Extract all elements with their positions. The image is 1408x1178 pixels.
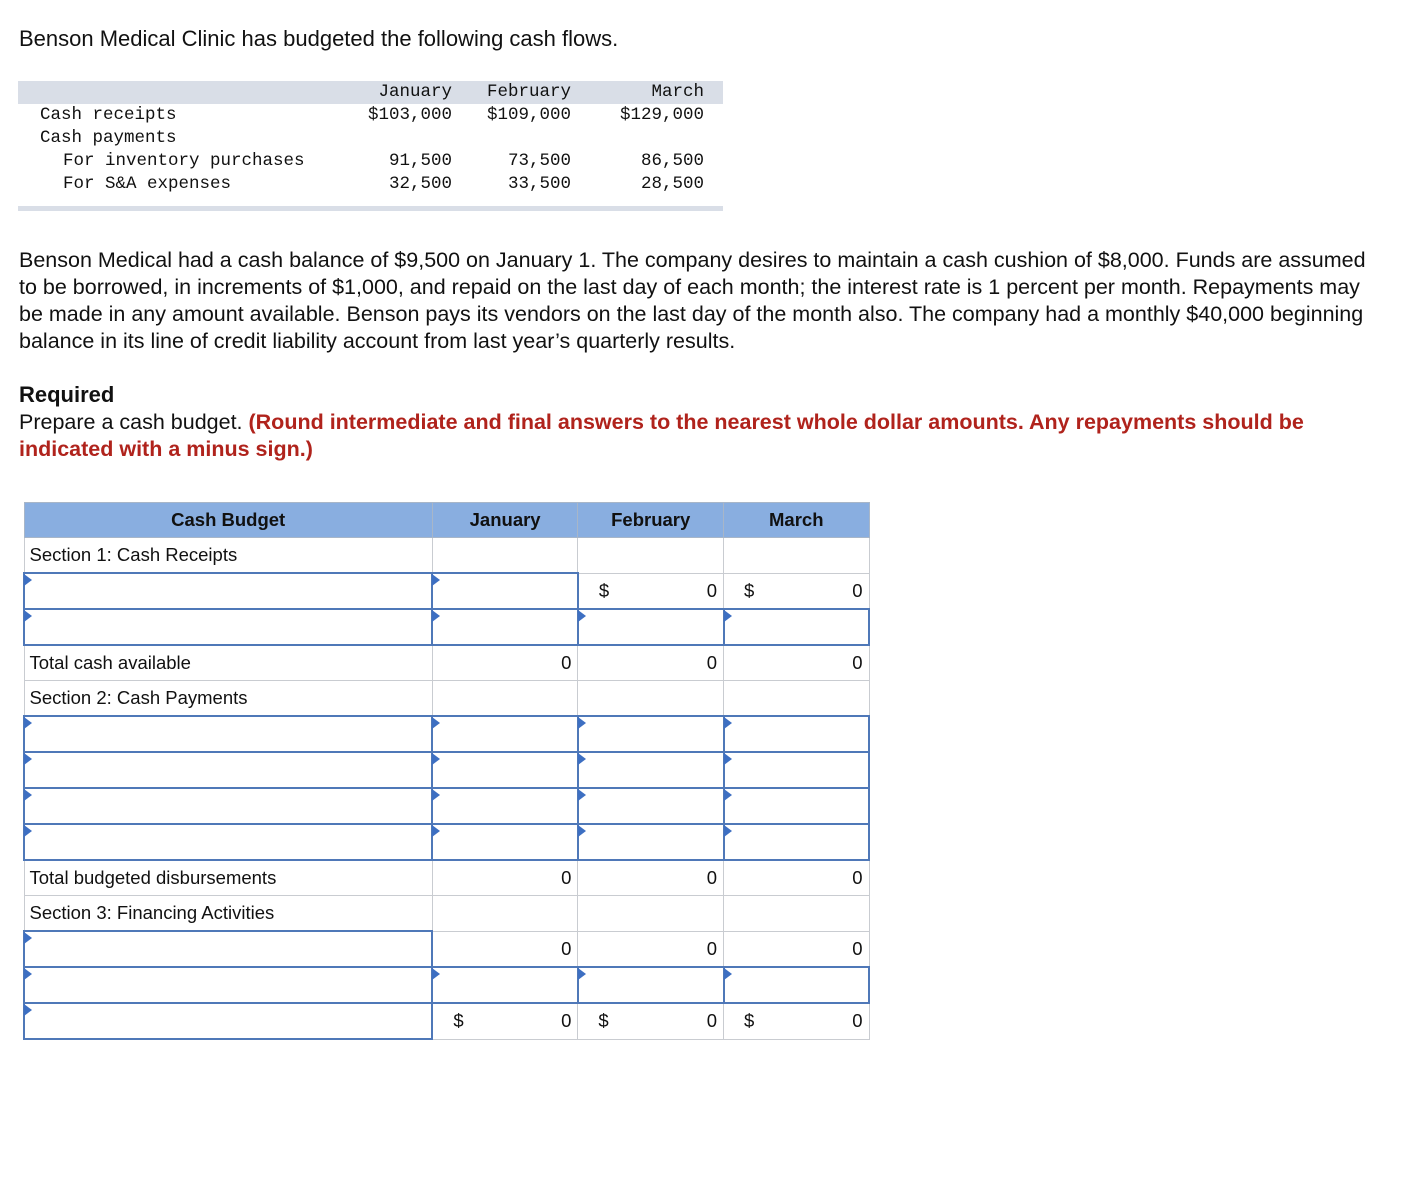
financing-row-2 xyxy=(24,967,869,1003)
payments-row-1 xyxy=(24,716,869,752)
given-label: Cash payments xyxy=(40,128,177,148)
given-cash-flows-table xyxy=(18,81,723,196)
given-value: 91,500 xyxy=(388,151,452,171)
computed-value: 0 xyxy=(852,1010,863,1032)
required-heading: Required xyxy=(19,382,115,407)
receipts-row-1 xyxy=(24,573,869,609)
given-row-inventory xyxy=(18,150,723,173)
currency-sign: $ xyxy=(453,1010,464,1032)
ending-january-cell xyxy=(432,1003,578,1039)
rounding-note: (Round intermediate and final answers to the nearest whole dollar amounts. Any repayments should be indicated with a minus sign.) xyxy=(19,410,1304,461)
given-label: Cash receipts xyxy=(40,105,177,125)
payment-february-input[interactable] xyxy=(578,752,724,788)
currency-sign: $ xyxy=(744,1010,755,1032)
receipts-row-2 xyxy=(24,609,869,645)
header-january: January xyxy=(432,503,578,538)
payment-march-input[interactable] xyxy=(724,824,869,860)
given-value: 28,500 xyxy=(640,174,704,194)
required-text xyxy=(19,409,1389,463)
payment-march-input[interactable] xyxy=(724,788,869,824)
given-row-cash-payments xyxy=(18,127,723,150)
given-value: 86,500 xyxy=(640,151,704,171)
receipt-january-input[interactable] xyxy=(432,609,578,645)
computed-value: 0 xyxy=(724,645,869,681)
computed-value: 0 xyxy=(578,931,724,967)
payment-january-input[interactable] xyxy=(432,788,578,824)
ending-march-cell xyxy=(724,1003,869,1039)
section2-label: Section 2: Cash Payments xyxy=(24,681,432,717)
currency-sign: $ xyxy=(598,1010,609,1032)
required-instruction: Prepare a cash budget. xyxy=(19,410,243,434)
payment-february-input[interactable] xyxy=(578,824,724,860)
payment-february-input[interactable] xyxy=(578,716,724,752)
computed-value: 0 xyxy=(432,931,578,967)
given-value: $103,000 xyxy=(367,105,452,125)
computed-value: 0 xyxy=(578,645,724,681)
payment-label-input[interactable] xyxy=(24,752,432,788)
section3-row xyxy=(24,896,869,932)
total-cash-available-label: Total cash available xyxy=(24,645,432,681)
payment-march-input[interactable] xyxy=(724,752,869,788)
computed-value: 0 xyxy=(706,579,718,601)
computed-value: 0 xyxy=(724,860,869,896)
computed-value: 0 xyxy=(432,645,578,681)
given-value: 33,500 xyxy=(507,174,571,194)
header-cash-budget: Cash Budget xyxy=(24,503,432,538)
payment-label-input[interactable] xyxy=(24,788,432,824)
receipt-label-input[interactable] xyxy=(24,609,432,645)
payment-march-input[interactable] xyxy=(724,716,869,752)
payment-january-input[interactable] xyxy=(432,716,578,752)
section3-label: Section 3: Financing Activities xyxy=(24,896,432,932)
computed-value: 0 xyxy=(432,860,578,896)
intro-text: Benson Medical Clinic has budgeted the following cash flows. xyxy=(19,26,619,51)
ending-february-cell xyxy=(578,1003,724,1039)
given-value: 32,500 xyxy=(388,174,452,194)
total-cash-available-row xyxy=(24,645,869,681)
computed-value: 0 xyxy=(852,579,863,601)
financing-january-input[interactable] xyxy=(432,967,578,1003)
payments-row-4 xyxy=(24,824,869,860)
table-bottom-rule xyxy=(18,206,723,211)
receipt-march-input[interactable] xyxy=(724,609,869,645)
section1-label: Section 1: Cash Receipts xyxy=(24,538,432,574)
total-disbursements-row xyxy=(24,860,869,896)
currency-sign: $ xyxy=(598,579,610,601)
payments-row-2 xyxy=(24,752,869,788)
payment-january-input[interactable] xyxy=(432,824,578,860)
receipt-label-input[interactable] xyxy=(24,573,432,609)
given-month-january: January xyxy=(351,81,471,104)
financing-march-input[interactable] xyxy=(724,967,869,1003)
header-march: March xyxy=(724,503,869,538)
given-label: For S&A expenses xyxy=(63,174,232,194)
given-month-february: February xyxy=(471,81,590,104)
given-value: 73,500 xyxy=(507,151,571,171)
financing-label-input[interactable] xyxy=(24,967,432,1003)
problem-paragraph: Benson Medical had a cash balance of $9,500 on January 1. The company desires to maintain a cash cushion of $8,000. Funds are assumed to be borrowed, in increments of $1,000, and repaid on the last day of each month; the interest rate is 1 percent per month. Repayments may be made in any amount available. Benson pays its vendors on the last day of the month also. The company had a monthly $40,000 beginning balance in its line of credit liability account from last year’s quarterly results. xyxy=(19,248,1366,353)
ending-label-input[interactable] xyxy=(24,1003,432,1039)
financing-february-input[interactable] xyxy=(578,967,724,1003)
financing-label-input[interactable] xyxy=(24,931,432,967)
receipt-february-input[interactable] xyxy=(578,609,724,645)
given-value: $109,000 xyxy=(486,105,571,125)
financing-row-1 xyxy=(24,931,869,967)
given-month-march: March xyxy=(590,81,723,104)
given-row-cash-receipts xyxy=(18,104,723,127)
given-label: For inventory purchases xyxy=(63,151,305,171)
section2-row xyxy=(24,681,869,717)
header-february: February xyxy=(578,503,724,538)
payment-label-input[interactable] xyxy=(24,716,432,752)
receipt-february-cell xyxy=(578,573,724,609)
currency-sign: $ xyxy=(744,579,755,601)
given-header-row xyxy=(18,81,723,104)
computed-value: 0 xyxy=(724,931,869,967)
cash-budget-table xyxy=(23,502,870,1040)
budget-header-row xyxy=(24,503,869,538)
payment-january-input[interactable] xyxy=(432,752,578,788)
computed-value: 0 xyxy=(578,860,724,896)
total-disbursements-label: Total budgeted disbursements xyxy=(24,860,432,896)
given-value: $129,000 xyxy=(619,105,704,125)
payments-row-3 xyxy=(24,788,869,824)
receipt-march-cell xyxy=(724,573,869,609)
payment-february-input[interactable] xyxy=(578,788,724,824)
payment-label-input[interactable] xyxy=(24,824,432,860)
given-row-sa-expenses xyxy=(18,173,723,196)
section1-row xyxy=(24,538,869,574)
computed-value: 0 xyxy=(561,1010,572,1032)
computed-value: 0 xyxy=(706,1010,718,1032)
ending-balance-row xyxy=(24,1003,869,1039)
receipt-january-input[interactable] xyxy=(432,573,578,609)
